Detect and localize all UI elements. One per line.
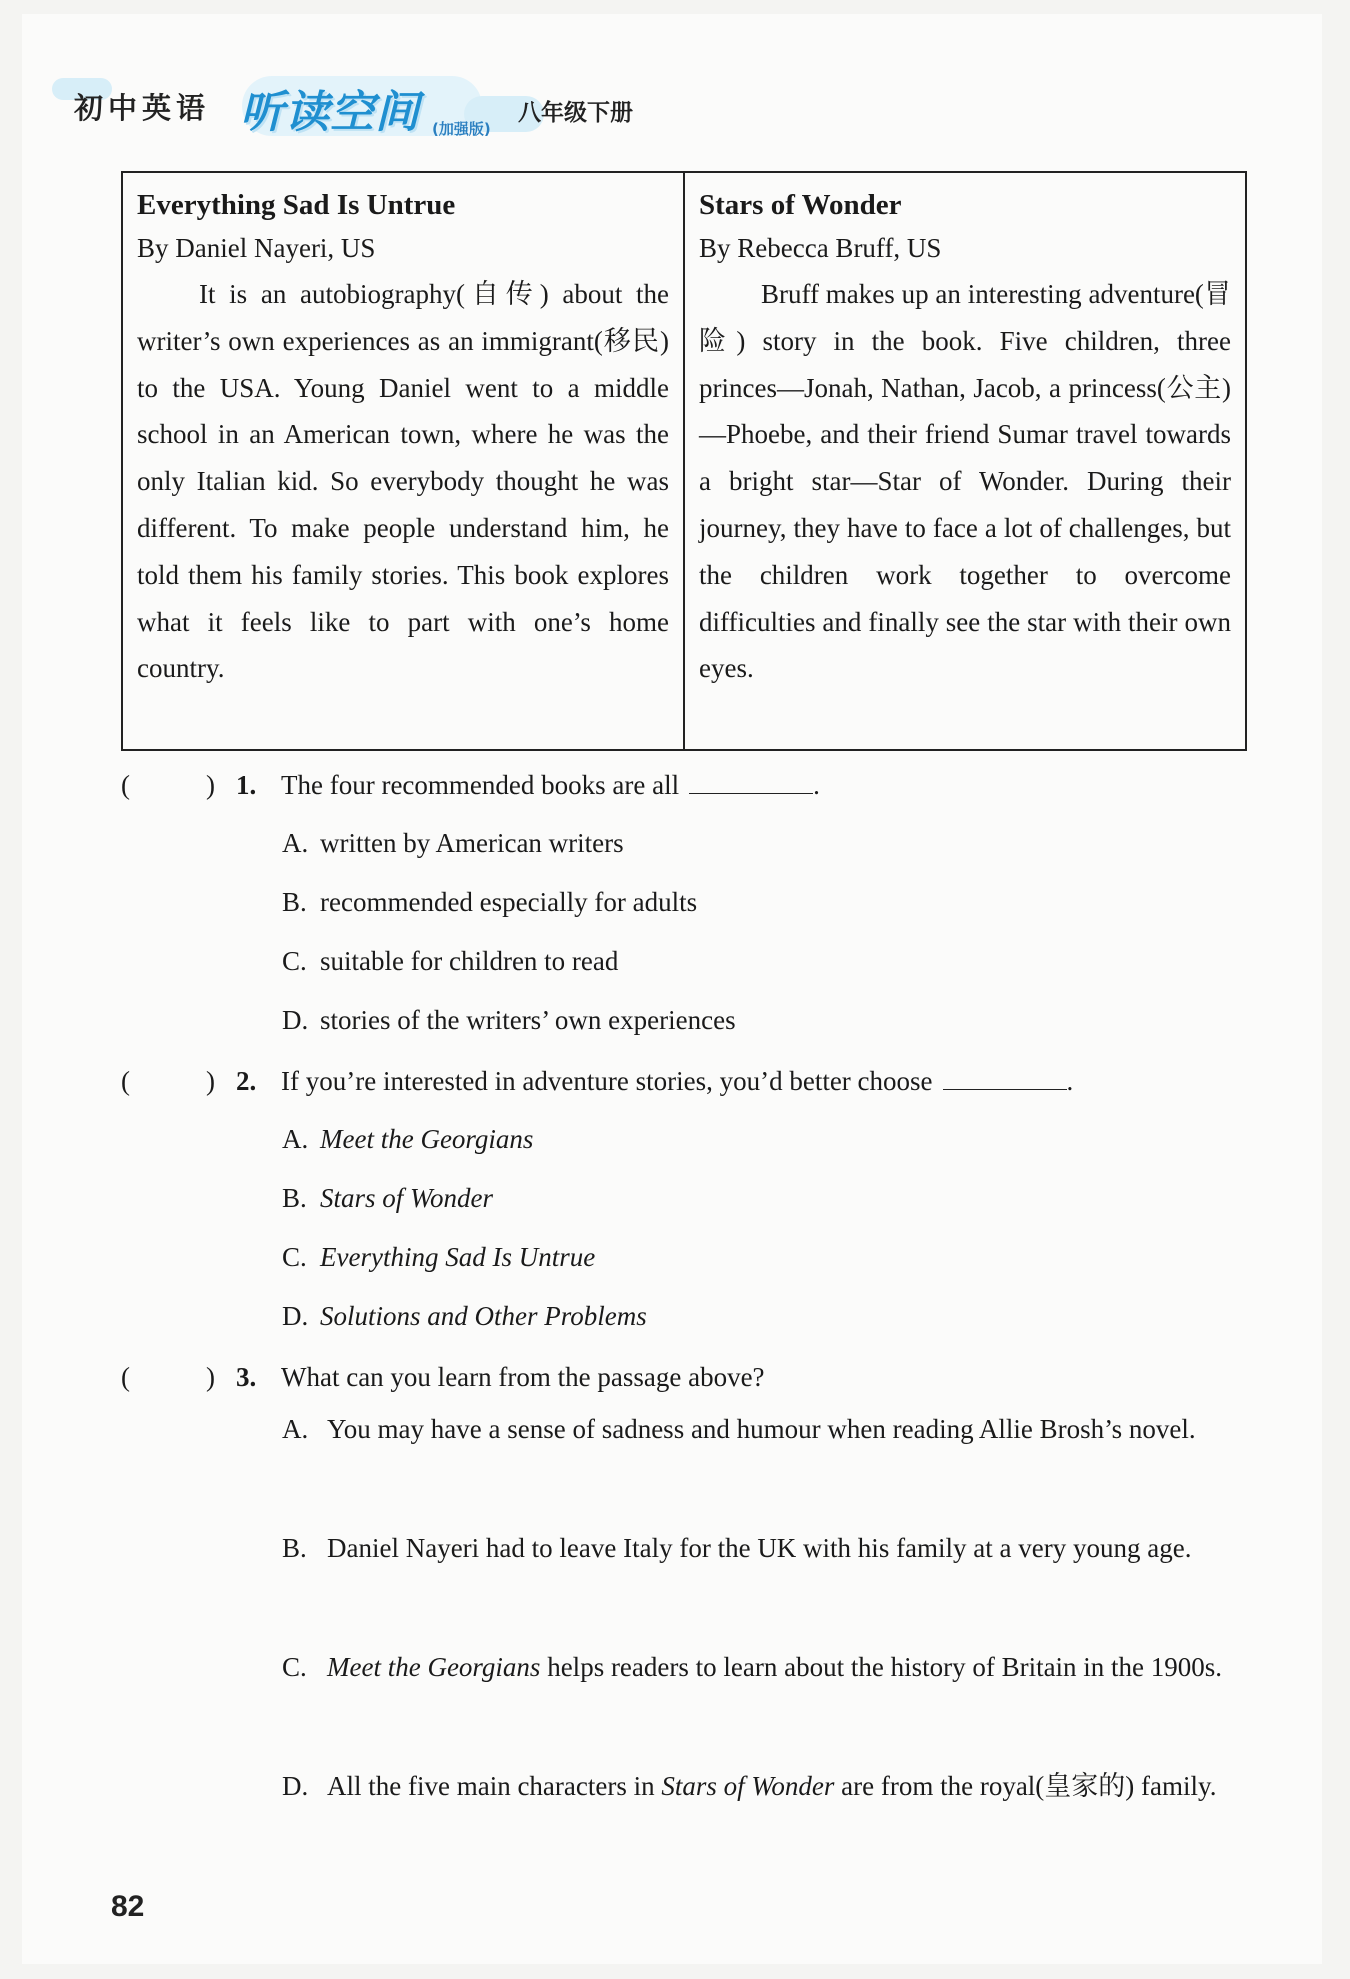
question-stem	[281, 1058, 1073, 1104]
option-c	[282, 1234, 595, 1280]
book-title: Stars of Wonder	[699, 189, 902, 221]
option-b	[282, 1175, 493, 1221]
answer-paren-open: (	[121, 770, 130, 800]
answer-paren-close: )	[206, 770, 215, 800]
option-a	[282, 1400, 1350, 1459]
series-title: 初中英语	[74, 91, 211, 125]
option-text: Daniel Nayeri had to leave Italy for the UK with his family at a very young age.	[327, 1533, 1192, 1563]
edition-label: (加强版)	[432, 120, 491, 138]
option-c	[282, 1638, 1350, 1697]
option-d	[282, 997, 736, 1043]
book-description: It is an autobiography(自传) about the writer’s own experiences as an immigrant(移民) to the USA. Young Daniel went to a middle school in an American town, where he was the only Italian kid. So everybody thought he was different. To make people understand him, he told them his family stories. This book explores what it feels like to part with one’s home country.	[137, 279, 669, 684]
book-author: By Daniel Nayeri, US	[137, 233, 376, 263]
question-stem: What can you learn from the passage above?	[281, 1362, 765, 1392]
option-letter: C.	[282, 1242, 307, 1272]
option-text-rest: are from the royal(皇家的) family.	[834, 1771, 1217, 1801]
answer-paren-open: (	[121, 1066, 130, 1096]
option-a	[282, 820, 624, 866]
book-title-italic: Meet the Georgians	[327, 1652, 541, 1682]
answer-paren-close: )	[206, 1362, 215, 1392]
book-cell	[123, 173, 683, 749]
option-d	[282, 1757, 1350, 1816]
answer-blank	[689, 763, 813, 794]
page-number: 82	[111, 1890, 145, 1923]
book-title: Everything Sad Is Untrue	[137, 189, 456, 221]
question-1	[121, 762, 1247, 1035]
option-letter: C.	[282, 1652, 307, 1682]
question-end: .	[1066, 1066, 1074, 1096]
book-cell	[683, 173, 1245, 749]
option-text: You may have a sense of sadness and humour when reading Allie Brosh’s novel.	[327, 1414, 1196, 1444]
option-text: suitable for children to read	[320, 946, 619, 976]
option-text: Meet the Georgians	[320, 1124, 534, 1154]
brand-logo: 听读空间	[240, 87, 420, 138]
answer-paren-open: (	[121, 1362, 130, 1392]
question-stem-text: If you’re interested in adventure stories, you’d better choose	[281, 1066, 933, 1096]
option-letter: B.	[282, 887, 307, 917]
option-text: written by American writers	[320, 828, 624, 858]
option-letter: A.	[282, 1414, 309, 1444]
option-d	[282, 1293, 647, 1339]
option-letter: D.	[282, 1301, 309, 1331]
option-text: stories of the writers’ own experiences	[320, 1005, 736, 1035]
question-number: 2.	[236, 1066, 257, 1096]
option-letter: A.	[282, 828, 309, 858]
question-2	[121, 1058, 1247, 1331]
option-c	[282, 938, 618, 984]
question-stem-text: The four recommended books are all	[281, 770, 680, 800]
option-letter: B.	[282, 1533, 307, 1563]
question-stem	[281, 762, 820, 808]
option-letter: B.	[282, 1183, 307, 1213]
question-number: 3.	[236, 1362, 257, 1392]
answer-blank	[943, 1059, 1067, 1090]
book-description: Bruff makes up an interesting adventure(冒险) story in the book. Five children, three princes—Jonah, Nathan, Jacob, a princess(公主)—Phoebe, and their friend Sumar travel towards a bright star—Star of Wonder. During their journey, they have to face a lot of challenges, but the children work together to overcome difficulties and finally see the star with their own eyes.	[699, 279, 1231, 684]
option-text-rest: helps readers to learn about the history of Britain in the 1900s.	[540, 1652, 1223, 1682]
option-letter: A.	[282, 1124, 309, 1154]
page-header	[74, 72, 774, 152]
option-b	[282, 879, 697, 925]
option-text: Stars of Wonder	[320, 1183, 494, 1213]
option-letter: C.	[282, 946, 307, 976]
question-end: .	[813, 770, 820, 800]
option-text-pre: All the five main characters in	[327, 1771, 662, 1801]
option-text	[282, 1757, 1350, 1816]
option-letter: D.	[282, 1005, 309, 1035]
book-title-italic: Stars of Wonder	[661, 1771, 835, 1801]
question-number: 1.	[236, 770, 257, 800]
option-text: Solutions and Other Problems	[320, 1301, 647, 1331]
option-text	[282, 1638, 1350, 1697]
option-text: recommended especially for adults	[320, 887, 698, 917]
grade-label: 八年级下册	[518, 100, 633, 126]
book-table	[121, 171, 1247, 751]
option-a	[282, 1116, 533, 1162]
option-text: Everything Sad Is Untrue	[320, 1242, 596, 1272]
answer-paren-close: )	[206, 1066, 215, 1096]
option-letter: D.	[282, 1771, 309, 1801]
option-b	[282, 1519, 1350, 1578]
question-3	[121, 1354, 1247, 1801]
book-author: By Rebecca Bruff, US	[699, 233, 942, 263]
